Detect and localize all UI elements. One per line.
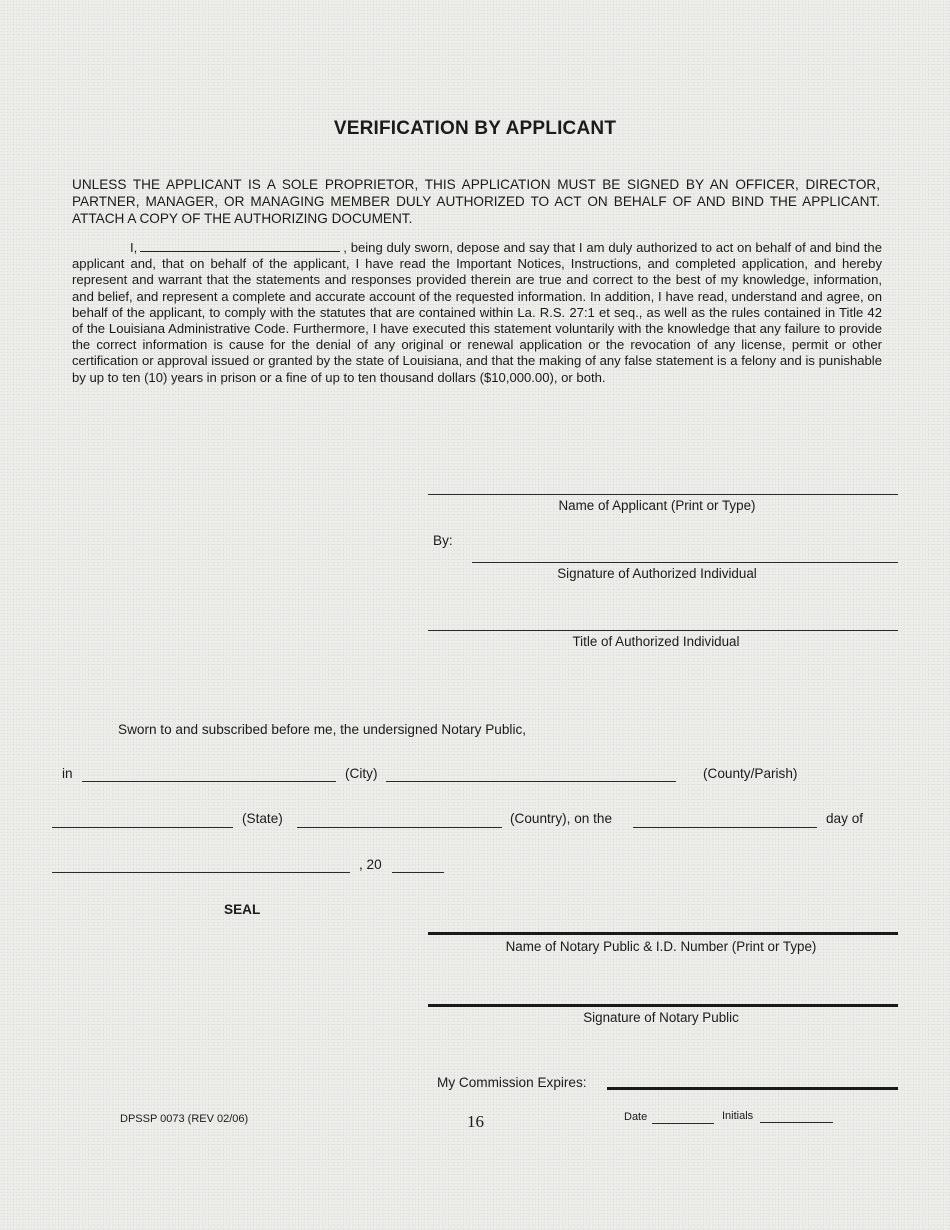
commission-expires-label: My Commission Expires: xyxy=(437,1075,587,1090)
page-title: VERIFICATION BY APPLICANT xyxy=(333,118,617,139)
city-field[interactable] xyxy=(82,781,336,782)
month-field[interactable] xyxy=(52,872,350,873)
authorized-signature-caption: Signature of Authorized Individual xyxy=(557,566,757,581)
commission-expires-field[interactable] xyxy=(607,1087,898,1090)
applicant-name-caption: Name of Applicant (Print or Type) xyxy=(558,498,756,513)
initials-label: Initials xyxy=(722,1110,754,1122)
state-field[interactable] xyxy=(52,827,233,828)
applicant-name-line[interactable] xyxy=(428,494,898,495)
country-field[interactable] xyxy=(297,827,502,828)
notary-name-line[interactable] xyxy=(428,932,898,935)
day-of-label: day of xyxy=(826,811,864,826)
page-number: 16 xyxy=(467,1112,484,1131)
date-field[interactable] xyxy=(652,1123,714,1124)
notary-signature-caption: Signature of Notary Public xyxy=(583,1010,739,1025)
year-prefix-label: , 20 xyxy=(359,857,382,872)
verification-paragraph xyxy=(72,239,882,386)
by-label: By: xyxy=(433,533,453,548)
county-parish-label: (County/Parish) xyxy=(703,766,798,781)
county-parish-field[interactable] xyxy=(386,781,676,782)
signing-instruction: UNLESS THE APPLICANT IS A SOLE PROPRIETOR, THIS APPLICATION MUST BE SIGNED BY AN OFFICER, DIRECTOR, PARTNER, MANAGER, OR MANAGING MEMBER DULY AUTHORIZED TO ACT ON BEHALF OF AND BIND THE APPLICANT. ATTACH A COPY OF THE AUTHORIZING DOCUMENT. xyxy=(72,177,880,226)
day-field[interactable] xyxy=(633,827,817,828)
city-label: (City) xyxy=(345,766,378,781)
sworn-statement: Sworn to and subscribed before me, the undersigned Notary Public, xyxy=(118,722,527,737)
state-label: (State) xyxy=(242,811,283,826)
year-field[interactable] xyxy=(392,872,444,873)
paragraph-body: , being duly sworn, depose and say that I am duly authorized to act on behalf of and bind the applicant and, that on behalf of the applicant, I have read the Important Notices, Instructions, and completed application, and hereby represent and warrant that the statements and responses provided therein are true and correct to the best of my knowledge, information, and belief, and represent a complete and accurate account of the requested information. In addition, I have read, understand and agree, on behalf of the applicant, to comply with the statutes that are contained within La. R.S. 27:1 et seq., as well as the rules contained in Title 42 of the Louisiana Administrative Code. Furthermore, I have executed this statement voluntarily with the knowledge that any failure to provide the correct information is cause for the denial of any original or renewal application or the revocation of any license, permit or other certification or approval issued or granted by the state of Louisiana, and that the making of any false statement is a felony and is punishable by up to ten (10) years in prison or a fine of up to ten thousand dollars ($10,000.00), or both. xyxy=(72,240,882,385)
paragraph-prefix: I, xyxy=(130,240,138,255)
form-identifier: DPSSP 0073 (REV 02/06) xyxy=(120,1113,249,1125)
authorized-title-line[interactable] xyxy=(428,630,898,631)
authorized-title-caption: Title of Authorized Individual xyxy=(572,634,740,649)
notary-signature-line[interactable] xyxy=(428,1004,898,1007)
seal-label: SEAL xyxy=(224,902,261,917)
initials-field[interactable] xyxy=(760,1122,833,1123)
in-label: in xyxy=(62,766,73,781)
notary-name-caption: Name of Notary Public & I.D. Number (Print or Type) xyxy=(505,939,817,954)
authorized-signature-line[interactable] xyxy=(472,562,898,563)
declarant-name-field[interactable] xyxy=(140,239,340,252)
country-label: (Country), on the xyxy=(510,811,612,826)
date-label: Date xyxy=(624,1111,648,1123)
